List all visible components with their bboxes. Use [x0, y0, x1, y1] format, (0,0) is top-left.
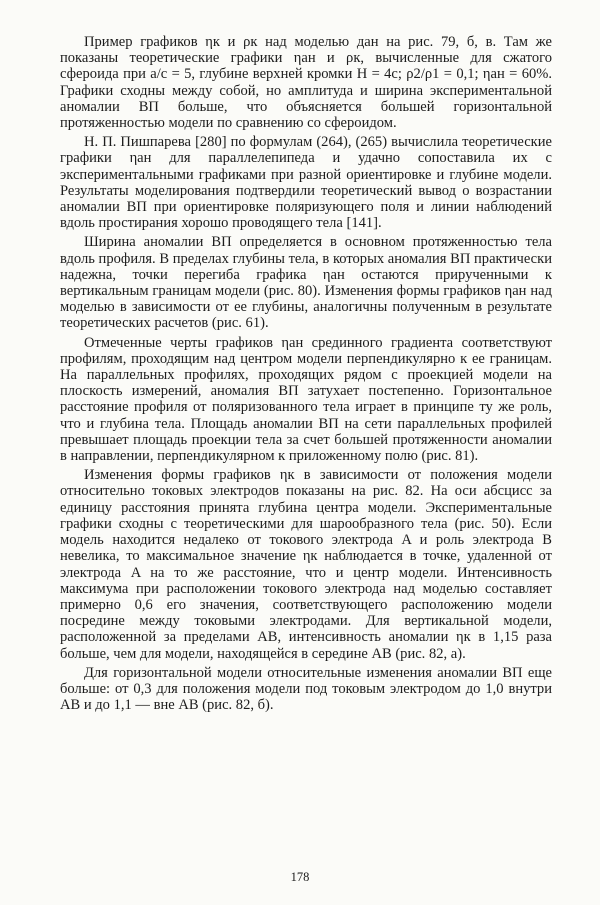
page-number: 178	[290, 870, 310, 884]
paragraph-5: Изменения формы графиков ηк в зависимости от положения модели относительно токовых электродов показаны на рис. 82. На оси абсцисс за единицу расстояния принята глубина центра модели. Экспериментальные графики сходны с теоретическими для шарообразного тела (рис. 50). Если модель находится недалеко от токового электрода A и роль электрода B невелика, то максимальное значение ηк наблюдается в точке, удаленной от электрода A на то же расстояние, что и центр модели. Интенсивность максимума при расположении токового электрода над моделью составляет примерно 0,6 его значения, соответствующего расположению модели посредине между токовыми электродами. Для вертикальной модели, расположенной за пределами AB, интенсивность аномалии ηк в 1,15 раза больше, чем для модели, находящейся в середине AB (рис. 82, а).	[60, 467, 552, 662]
paragraph-4: Отмеченные черты графиков ηан срединного градиента соответствуют профилям, проходящим над центром модели перпендикулярно к ее границам. На параллельных профилях, проходящих рядом с проекцией модели на плоскость измерений, аномалия ВП затухает постепенно. Горизонтальное расстояние профиля от поляризованного тела играет в принципе ту же роль, что и глубина тела. Площадь аномалии ВП на сети параллельных профилей превышает площадь проекции тела за счет большей протяженности аномалии в направлении, перпендикулярном к приложенному полю (рис. 81).	[60, 334, 552, 465]
paragraph-3: Ширина аномалии ВП определяется в основном протяженностью тела вдоль профиля. В пределах глубины тела, в которых аномалия ВП практически надежна, точки перегиба графика ηан остаются прирученными к вертикальным границам модели (рис. 80). Изменения формы графиков ηан над моделью в зависимости от ее глубины, аналогичны полученным в результате теоретических расчетов (рис. 61).	[60, 234, 552, 332]
page-body	[60, 34, 552, 716]
paragraph-6: Для горизонтальной модели относительные изменения аномалии ВП еще больше: от 0,3 для положения модели под токовым электродом до 1,0 внутри AB и до 1,1 — вне AB (рис. 82, б).	[60, 664, 552, 714]
paragraph-1: Пример графиков ηк и ρк над моделью дан на рис. 79, б, в. Там же показаны теоретические графики ηан и ρк, вычисленные для сжатого сфероида при a/c = 5, глубине верхней кромки H = 4c; ρ2/ρ1 = 0,1; ηан = 60%. Графики сходны между собой, но амплитуда и ширина экспериментальной аномалии ВП больше, что объясняется большей горизонтальной протяженностью модели по сравнению со сфероидом.	[60, 34, 552, 132]
paragraph-2: Н. П. Пишпарева [280] по формулам (264), (265) вычислила теоретические графики ηан для параллелепипеда и удачно сопоставила их с экспериментальными графиками при разной ориентировке и глубине модели. Результаты моделирования подтвердили теоретический вывод о возрастании аномалии ВП при ориентировке поляризующего поля и линии наблюдений вдоль простирания хорошо проводящего тела [141].	[60, 134, 552, 232]
